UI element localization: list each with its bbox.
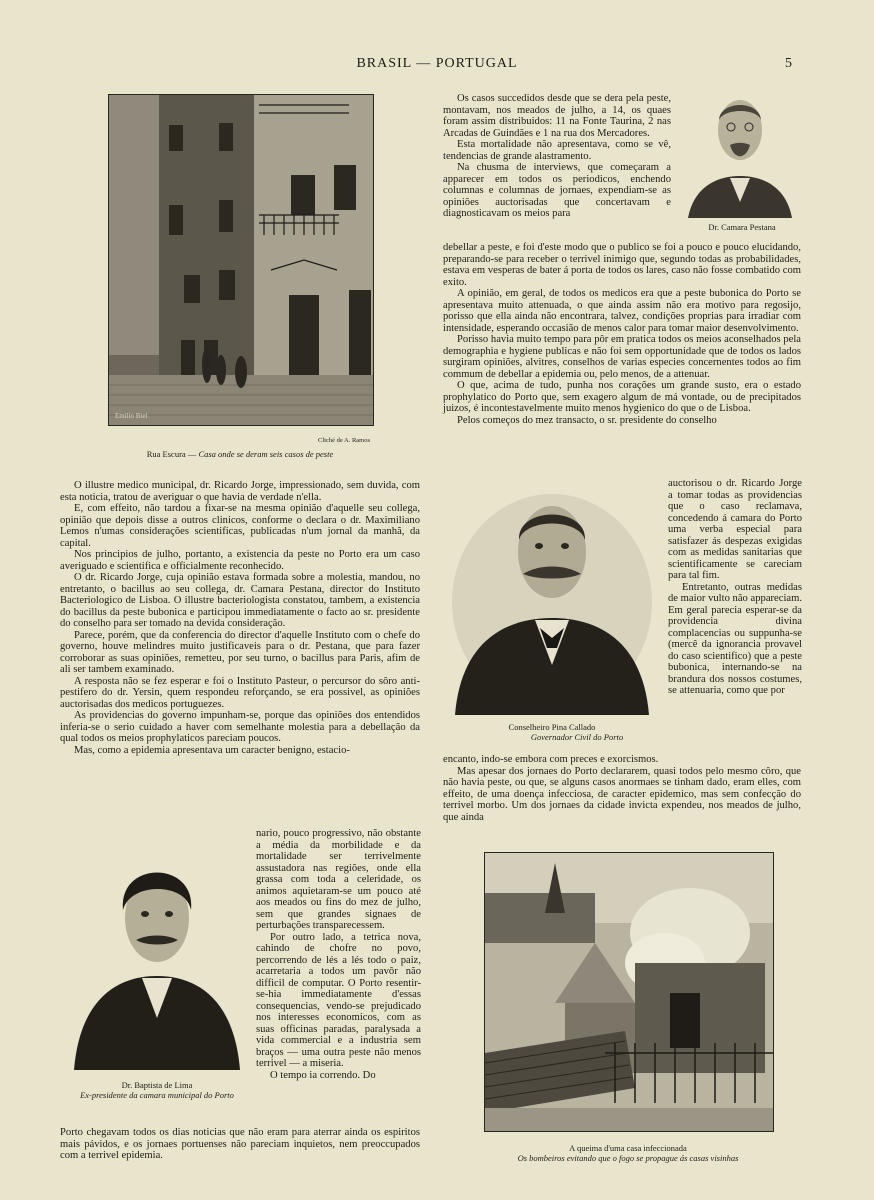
- caption-text: Casa onde se deram seis casos de peste: [198, 449, 334, 459]
- street-photo: [108, 94, 374, 426]
- text-right-narrow: [668, 478, 802, 697]
- portrait-illustration: [684, 90, 796, 218]
- portrait-illustration: [447, 490, 657, 715]
- street-photo-credit: Cliché de A. Ramos: [318, 437, 370, 444]
- paragraph: O tempo ia correndo. Do: [270, 1069, 376, 1081]
- fire-photo: [484, 852, 774, 1132]
- portrait-callado: [447, 490, 657, 715]
- paragraph: A resposta não se fez esperar e foi o Instituto Pasteur, o percursor do sôro anti-pestifero do dr. Yersin, quem respondeu reforçando, se era possivel, as opiniões auctorisadas dos medicos portuguezes.: [60, 675, 420, 710]
- caption-title: Conselheiro Pina Callado: [508, 722, 596, 732]
- street-illustration: [109, 95, 373, 425]
- fire-photo-caption: [470, 1143, 786, 1163]
- text-left-full: [60, 480, 420, 756]
- page-header: BRASIL — PORTUGAL: [356, 56, 518, 71]
- paragraph: encanto, indo-se embora com preces e exorcismos.: [443, 754, 659, 765]
- street-photo-caption: [108, 449, 372, 459]
- caption-text: Ex-presidente da camara municipal do Porto: [80, 1090, 234, 1100]
- paragraph: O dr. Ricardo Jorge, cuja opinião estava formada sobre a molestia, mandou, no entretanto, o bacillus ao seu collega, dr. Camara Pestana, director do Instituto Bacteriologico de Lisboa. O illustre bacteriologista constatou, tambem, a existencia do bacillus da peste bubonica e participou immediatamente o facto ao sr. presidente do conselho para ser tomado na devida consideração.: [60, 572, 420, 629]
- paragraph: Mas, como a epidemia apresentava um caracter benigno, estacio-: [74, 744, 350, 756]
- paragraph: O illustre medico municipal, dr. Ricardo Jorge, impressionado, sem duvida, com esta noticia, tratou de averiguar o que havia de verdade n'ella.: [60, 480, 420, 503]
- paragraph: Entretanto, outras medidas de maior vulto não appareciam. Em geral parecia esperar-se da providencia divina complacencias ou suppunha-se (mercê da ignorancia provavel do caso scientifico) que a peste bubonica, internando-se na brandura dos nossos costumes, se attenuaria, como que por: [668, 581, 802, 696]
- paragraph: A opinião, em geral, de todos os medicos era que a peste bubonica do Porto se apresentava muito attenuada, o que ainda assim não era motivo para regosijo, porisso que ella ainda não encontrara, talvez, condições proprias para irradiar com intensidade, esperando occasião de menos calor para tomar maior desenvolvimento.: [443, 288, 801, 334]
- paragraph: Porisso havia muito tempo para pôr em pratica todos os meios aconselhados pela demographia e hygiene publicas e não foi sem opportunidade que de todos os lados surgiram opiniões, alvitres, conselhos de varias especies concernentes todos ao fim commum de debellar a epidemia ou, pelo menos, de a attenuar.: [443, 334, 801, 380]
- caption-title: A queima d'uma casa infeccionada: [569, 1143, 687, 1153]
- caption-text: Governador Civil do Porto: [530, 732, 624, 742]
- paragraph: Pelos começos do mez transacto, o sr. presidente do conselho: [457, 414, 717, 426]
- lima-caption: [68, 1080, 246, 1100]
- fire-illustration: [485, 853, 773, 1131]
- paragraph: As providencias do governo impunham-se, porque das opiniões dos entendidos inferia-se o serio cuidado a haver com semelhante molestia para a debellação da qual todos os meios prophylaticos pareciam poucos.: [60, 710, 420, 744]
- paragraph: auctorisou o dr. Ricardo Jorge a tomar todas as providencias que o caso reclamava, concedendo á camara do Porto uma verba especial para satisfazer ás despezas exigidas com as medidas sanitarias que scientificamente se careciam para tal fim.: [668, 478, 802, 581]
- paragraph: Parece, porém, que da conferencia do director d'aquelle Instituto com o chefe do governo, houve melindres muito justificaveis para o dr. Pestana, que para fazer corroborar as suas opiniões, remetteu, por seu turno, o bacillus para Paris, afim de ali ser tambem examinado.: [60, 629, 420, 675]
- paragraph: Nos principios de julho, portanto, a existencia da peste no Porto era um caso averiguado e scientifica e officialmente reconhecido.: [60, 549, 420, 572]
- text-right-bottom: [443, 754, 801, 823]
- caption-text: Os bombeiros evitando que o fogo se propague ás casas visinhas: [517, 1153, 739, 1163]
- caption-title: Dr. Baptista de Lima: [121, 1080, 193, 1090]
- pestana-caption: Dr. Camara Pestana: [708, 222, 776, 232]
- text-right-top: [443, 93, 671, 220]
- paragraph: Porto chegavam todos os dias noticias que não eram para aterrar ainda os espiritos mais pávidos, e os jornaes portuenses não pareciam inquietos, nem preoccupados com a terrivel epidemia.: [60, 1127, 420, 1161]
- paragraph: Esta mortalidade não apresentava, como se vê, tendencias de grande alastramento.: [443, 139, 671, 162]
- portrait-lima: [68, 848, 246, 1070]
- text-left-narrow: [256, 828, 421, 1081]
- paragraph: Mas apesar dos jornaes do Porto declararem, quasi todos pelo mesmo côro, que não havia peste, ou que, se alguns casos anormaes se tinham dado, eram elles, com effeito, de uma doença infecciosa, de caracter epidemico, mas sem confecção do terrivel morbo. Um dos jornaes da cidade invicta expendeu, nos meados de julho, que ainda: [443, 765, 801, 823]
- page-number: 5: [785, 56, 792, 71]
- paragraph: O que, acima de tudo, punha nos corações um grande susto, era o estado prophylatico do Porto que, sem exagero algum de má vontade, ou de precipitados juizos, é incontestavelmente muito menos hygienico do que o de Lisboa.: [443, 380, 801, 414]
- photo-signature: Emilio Biel: [115, 412, 148, 420]
- text-left-bottom: [60, 1127, 420, 1162]
- paragraph: Na chusma de interviews, que começaram a apparecer em todos os periodicos, enchendo columnas e columnas de jornaes, expendiam-se as opiniões auctorisadas que concertavam e diagnosticavam os meios para: [443, 162, 671, 219]
- paragraph: Os casos succedidos desde que se dera pela peste, montavam, nos meados de julho, a 14, os quaes foram assim distribuidos: 11 na Fonte Taurina, 2 nas Arcadas de Guindães e 1 na rua dos Mercadores.: [443, 93, 671, 139]
- callado-caption: [447, 722, 657, 742]
- paragraph: E, com effeito, não tardou a fixar-se na mesma opinião d'aquelle seu collega, opinião que depois disse a outros clinicos, conforme o declara o dr. Maximiliano Lemos n'umas considerações scientificas, publicadas n'um jornal da manhã, da capital.: [60, 503, 420, 549]
- portrait-illustration: [68, 848, 246, 1070]
- paragraph: Por outro lado, a tetrica nova, cahindo de chofre no povo, percorrendo de lés a lés todo o paiz, acarretaria a todos um pavôr não difficil de computar. O Porto resentir-se-hia immediatamente d'essas consequencias, vendo-se prejudicado nos interesses economicos, com as suas officinas paradas, paralysada a vida commercial e a industria sem braços — uma outra peste não menos terrivel — a miseria.: [256, 931, 421, 1069]
- paragraph: debellar a peste, e foi d'este modo que o publico se foi a pouco e pouco elucidando, preparando-se para receber o terrivel inimigo que, segundo todas as probabilidades, estava em vesperas de bater á porta de todos os lares, caso não fosse combatido com exito.: [443, 242, 801, 288]
- paragraph: nario, pouco progressivo, não obstante a média da morbilidade e da mortalidade ser terrivelmente assustadora nas regiões, onde ella grassa com toda a celeridade, os animos aquietaram-se um pouco até aos meados ou fins do mez de julho, sem que grandes signaes de perturbações transparecessem.: [256, 828, 421, 931]
- portrait-pestana: [684, 90, 796, 218]
- caption-title: Rua Escura —: [146, 449, 197, 459]
- text-right-full: [443, 242, 801, 426]
